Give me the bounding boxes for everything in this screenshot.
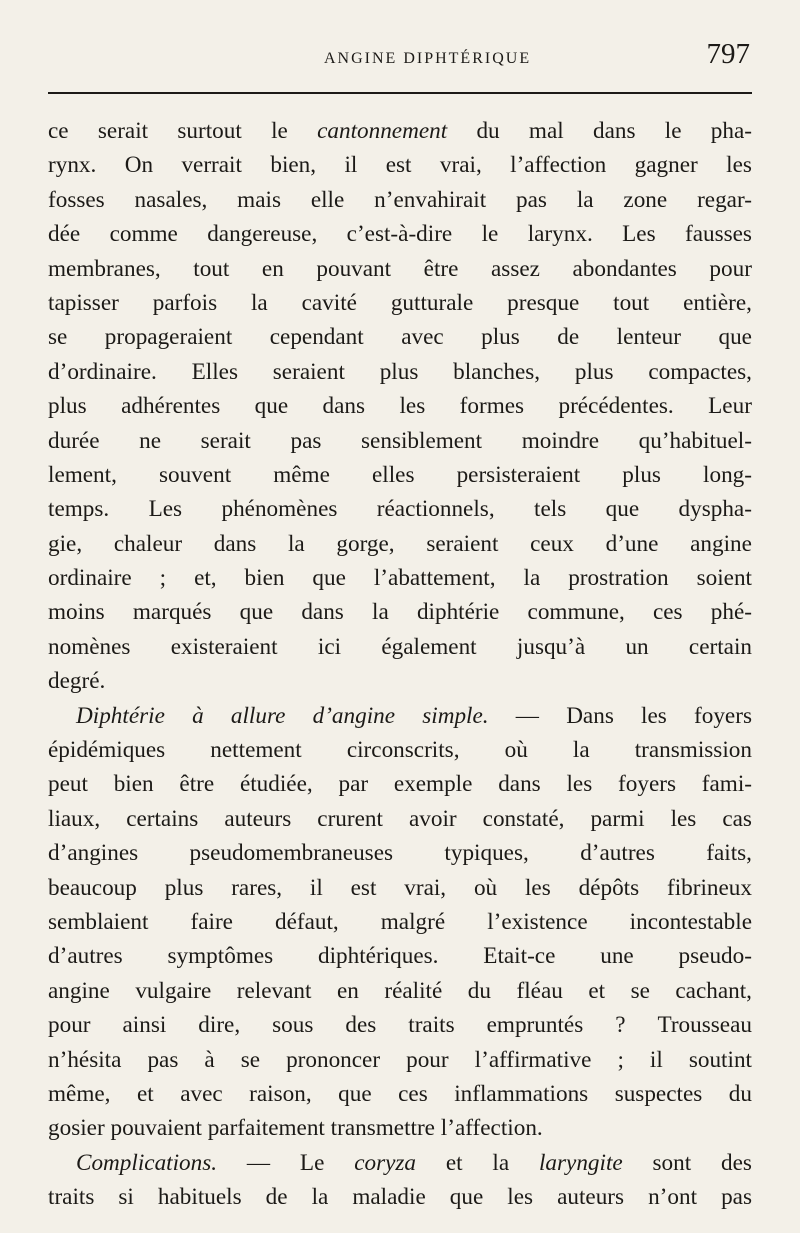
text-line: ordinaire ; et, bien que l’abattement, la prostration soient [48, 565, 752, 592]
text-line: Diphtérie à allure d’angine simple. — Dans les foyers [76, 702, 752, 729]
text-line: plus adhérentes que dans les formes précédentes. Leur [48, 393, 752, 420]
text-line: épidémiques nettement circonscrits, où la transmission [48, 737, 752, 764]
text-line: beaucoup plus rares, il est vrai, où les dépôts fibrineux [48, 874, 752, 901]
header-rule [48, 92, 752, 94]
text-line: degré. [48, 668, 106, 695]
text-line: gie, chaleur dans la gorge, seraient ceux d’une angine [48, 530, 752, 557]
text-line: liaux, certains auteurs crurent avoir constaté, parmi les cas [48, 805, 752, 832]
text-line: Complications. — Le coryza et la laryngite sont des [76, 1149, 752, 1176]
text-line: temps. Les phénomènes réactionnels, tels que dyspha- [48, 496, 752, 523]
text-line: tapisser parfois la cavité gutturale presque tout entière, [48, 289, 752, 316]
text-line: ce serait surtout le cantonnement du mal dans le pha- [48, 118, 752, 144]
text-line: membranes, tout en pouvant être assez abondantes pour [48, 255, 752, 282]
running-title: ANGINE DIPHTÉRIQUE [324, 50, 532, 67]
text-line: moins marqués que dans la diphtérie commune, ces phé- [48, 599, 752, 626]
text-line: se propageraient cependant avec plus de lenteur que [48, 324, 752, 351]
text-line: angine vulgaire relevant en réalité du fléau et se cachant, [48, 977, 752, 1004]
page-number: 797 [706, 38, 750, 70]
text-line: lement, souvent même elles persisteraient plus long- [48, 461, 752, 488]
text-line: d’ordinaire. Elles seraient plus blanches, plus compactes, [48, 358, 752, 385]
text-line: semblaient faire défaut, malgré l’existence incontestable [48, 908, 752, 935]
page-header [48, 0, 752, 92]
text-line: gosier pouvaient parfaitement transmettre l’affection. [48, 1115, 543, 1142]
text-line: pour ainsi dire, sous des traits empruntés ? Trousseau [48, 1012, 752, 1039]
text-line: durée ne serait pas sensiblement moindre qu’habituel- [48, 427, 752, 454]
text-line: rynx. On verrait bien, il est vrai, l’affection gagner les [48, 152, 752, 179]
text-line: même, et avec raison, que ces inflammations suspectes du [48, 1080, 752, 1107]
text-line: d’autres symptômes diphtériques. Etait-ce une pseudo- [48, 943, 752, 970]
text-line: dée comme dangereuse, c’est-à-dire le larynx. Les fausses [48, 221, 752, 248]
text-line: peut bien être étudiée, par exemple dans les foyers fami- [48, 771, 752, 798]
text-line: fosses nasales, mais elle n’envahirait pas la zone regar- [48, 186, 752, 213]
text-line: d’angines pseudomembraneuses typiques, d’autres faits, [48, 840, 752, 867]
text-line: traits si habituels de la maladie que les auteurs n’ont pas [48, 1184, 752, 1211]
text-line: n’hésita pas à se prononcer pour l’affirmative ; il soutint [48, 1046, 752, 1073]
text-line: nomènes existeraient ici également jusqu’à un certain [48, 633, 752, 660]
body-text [48, 114, 752, 1215]
